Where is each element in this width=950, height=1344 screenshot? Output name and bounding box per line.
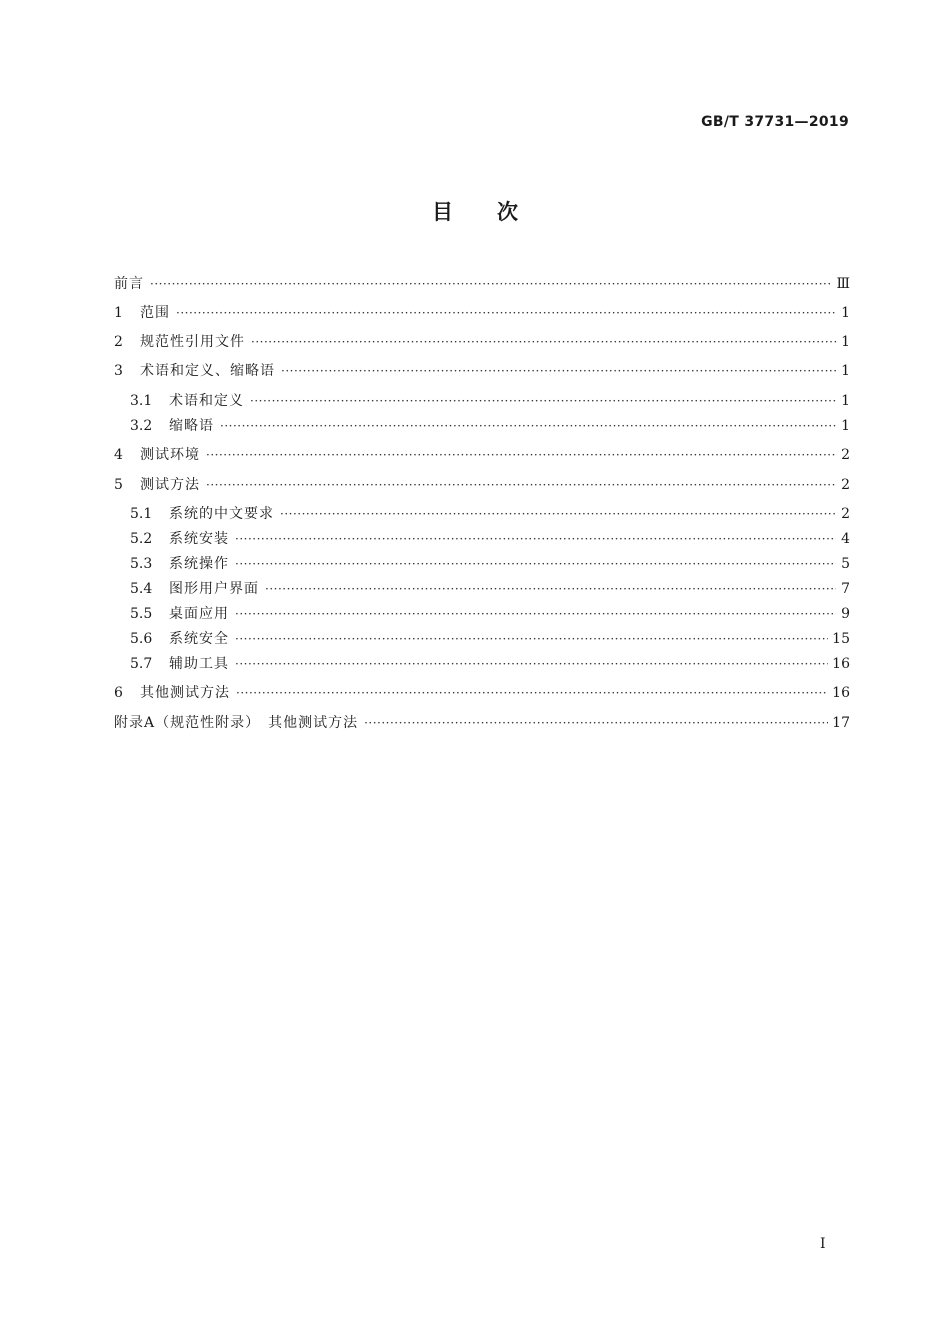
toc-entry-label: 附录A（规范性附录） 其他测试方法 bbox=[114, 715, 359, 731]
toc-entry-label: 系统安全 bbox=[169, 631, 229, 647]
toc-entry-number: 2 bbox=[114, 334, 123, 350]
toc-entry-3-1[interactable] bbox=[130, 391, 850, 411]
toc-entry-number: 5.3 bbox=[130, 556, 153, 572]
toc-entry-number: 5.7 bbox=[130, 656, 153, 672]
toc-leader-dots bbox=[236, 683, 828, 703]
toc-entry-page: 1 bbox=[841, 334, 850, 350]
standard-number: GB/T 37731—2019 bbox=[701, 114, 849, 130]
toc-entry-label: 术语和定义 bbox=[169, 393, 244, 409]
toc-entry-number: 4 bbox=[114, 447, 123, 463]
page-title: 目次 bbox=[432, 200, 562, 224]
toc-entry-number: 5.6 bbox=[130, 631, 153, 647]
toc-leader-dots bbox=[235, 529, 836, 549]
toc-entry-2[interactable] bbox=[114, 332, 850, 352]
toc-entry-5-6[interactable] bbox=[130, 629, 850, 649]
toc-entry-number: 1 bbox=[114, 305, 123, 321]
toc-entry-5-7[interactable] bbox=[130, 654, 850, 674]
toc-leader-dots bbox=[235, 554, 836, 574]
toc-entry-number: 5.4 bbox=[130, 581, 153, 597]
toc-entry-page: 15 bbox=[832, 631, 850, 647]
toc-entry-number: 5.2 bbox=[130, 531, 153, 547]
toc-leader-dots bbox=[281, 361, 836, 381]
toc-leader-dots bbox=[364, 713, 828, 733]
toc-entry-page: 1 bbox=[841, 393, 850, 409]
toc-entry-number: 3 bbox=[114, 363, 123, 379]
toc-leader-dots bbox=[235, 604, 836, 624]
toc-entry-number: 5.1 bbox=[130, 506, 153, 522]
toc-leader-dots bbox=[250, 391, 836, 411]
toc-leader-dots bbox=[280, 504, 836, 524]
toc-entry-page: 16 bbox=[832, 656, 850, 672]
toc-leader-dots bbox=[206, 475, 836, 495]
toc-entry-label: 系统安装 bbox=[169, 531, 229, 547]
toc-entry-5-5[interactable] bbox=[130, 604, 850, 624]
toc-leader-dots bbox=[176, 303, 836, 323]
toc-entry-foreword[interactable] bbox=[114, 274, 850, 294]
toc-entry-number: 3.2 bbox=[130, 418, 153, 434]
toc-entry-label: 测试方法 bbox=[140, 477, 200, 493]
toc-entry-page: 1 bbox=[841, 418, 850, 434]
toc-entry-label: 测试环境 bbox=[140, 447, 200, 463]
toc-entry-5[interactable] bbox=[114, 475, 850, 495]
toc-entry-number: 6 bbox=[114, 685, 123, 701]
toc-entry-number: 5 bbox=[114, 477, 123, 493]
toc-entry-label: 前言 bbox=[114, 276, 144, 292]
toc-entry-label: 术语和定义、缩略语 bbox=[140, 363, 275, 379]
toc-entry-4[interactable] bbox=[114, 445, 850, 465]
toc-leader-dots bbox=[235, 654, 828, 674]
toc-leader-dots bbox=[235, 629, 828, 649]
toc-entry-page: 1 bbox=[841, 305, 850, 321]
toc-entry-label: 系统操作 bbox=[169, 556, 229, 572]
toc-leader-dots bbox=[206, 445, 836, 465]
toc-entry-label: 范围 bbox=[140, 305, 170, 321]
toc-entry-page: 4 bbox=[841, 531, 850, 547]
toc-entry-5-2[interactable] bbox=[130, 529, 850, 549]
toc-entry-label: 其他测试方法 bbox=[140, 685, 230, 701]
toc-leader-dots bbox=[150, 274, 832, 294]
toc-entry-number: 3.1 bbox=[130, 393, 153, 409]
toc-entry-page: 7 bbox=[841, 581, 850, 597]
toc-entry-number: 5.5 bbox=[130, 606, 153, 622]
toc-leader-dots bbox=[251, 332, 836, 352]
toc-entry-annex-a[interactable] bbox=[114, 713, 850, 733]
toc-entry-page: 9 bbox=[841, 606, 850, 622]
toc-entry-3-2[interactable] bbox=[130, 416, 850, 436]
toc-entry-page: 17 bbox=[832, 715, 850, 731]
toc-entry-6[interactable] bbox=[114, 683, 850, 703]
toc-entry-1[interactable] bbox=[114, 303, 850, 323]
toc-leader-dots bbox=[220, 416, 836, 436]
toc-entry-label: 规范性引用文件 bbox=[140, 334, 245, 350]
toc-entry-page: 2 bbox=[841, 506, 850, 522]
toc-entry-page: 2 bbox=[841, 447, 850, 463]
toc-entry-label: 系统的中文要求 bbox=[169, 506, 274, 522]
toc-entry-5-4[interactable] bbox=[130, 579, 850, 599]
toc-entry-page: 16 bbox=[832, 685, 850, 701]
toc-entry-label: 缩略语 bbox=[169, 418, 214, 434]
page-number: I bbox=[820, 1236, 826, 1252]
toc-entry-page: 1 bbox=[841, 363, 850, 379]
toc-entry-5-1[interactable] bbox=[130, 504, 850, 524]
toc-entry-3[interactable] bbox=[114, 361, 850, 381]
toc-entry-page: 5 bbox=[841, 556, 850, 572]
toc-entry-label: 辅助工具 bbox=[169, 656, 229, 672]
toc-entry-label: 图形用户界面 bbox=[169, 581, 259, 597]
toc-entry-page: 2 bbox=[841, 477, 850, 493]
toc-entry-page: Ⅲ bbox=[836, 276, 850, 292]
toc-leader-dots bbox=[265, 579, 836, 599]
toc-entry-label: 桌面应用 bbox=[169, 606, 229, 622]
toc-entry-5-3[interactable] bbox=[130, 554, 850, 574]
